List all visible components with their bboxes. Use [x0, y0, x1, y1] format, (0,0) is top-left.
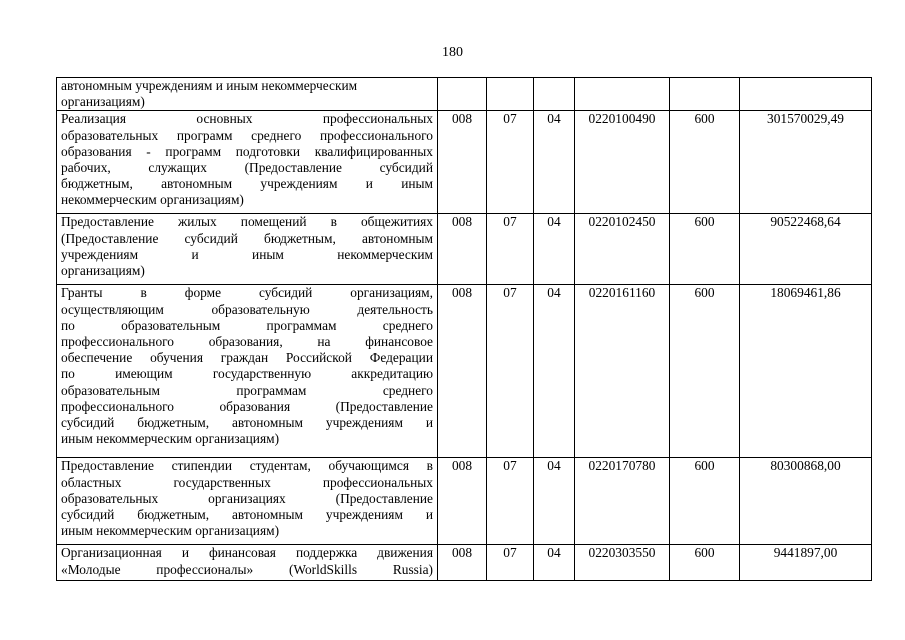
description-line: иным некоммерческим организациям) [61, 431, 280, 447]
description-line: Гранты в форме субсидий организациям, [61, 285, 433, 301]
ministry-code [438, 78, 487, 111]
subsection-code: 04 [534, 214, 575, 285]
expense-type-code: 600 [670, 214, 740, 285]
description-line: Предоставление жилых помещений в общежитиях [61, 214, 433, 230]
description-line: субсидий бюджетным, автономным учреждениям и [61, 415, 433, 431]
description-line: Реализация основных профессиональных [61, 111, 433, 127]
target-code: 0220102450 [575, 214, 670, 285]
description-line: организациям) [61, 263, 145, 279]
description-line: профессионального образования, на финансовое [61, 334, 433, 350]
ministry-code: 008 [438, 214, 487, 285]
description-line: бюджетным, автономным учреждениям и иным [61, 176, 433, 192]
target-code [575, 78, 670, 111]
row-description [57, 545, 438, 581]
section-code: 07 [487, 458, 534, 545]
table-row [57, 458, 872, 545]
description-line: по имеющим государственную аккредитацию [61, 366, 433, 382]
row-description [57, 214, 438, 285]
description-line: обеспечение обучения граждан Российской Федерации [61, 350, 433, 366]
table-row [57, 78, 872, 111]
row-description [57, 111, 438, 214]
amount: 90522468,64 [740, 214, 872, 285]
section-code: 07 [487, 285, 534, 458]
description-line: (Предоставление субсидий бюджетным, автономным [61, 230, 433, 246]
description-line: организациям) [61, 94, 145, 110]
description-line: по образовательным программам среднего [61, 317, 433, 333]
description-line: областных государственных профессиональных [61, 474, 433, 490]
amount: 301570029,49 [740, 111, 872, 214]
budget-table [56, 77, 872, 581]
section-code [487, 78, 534, 111]
amount [740, 78, 872, 111]
table-row [57, 214, 872, 285]
description-line: Предоставление стипендии студентам, обучающимся в [61, 458, 433, 474]
description-line: образовательных организациях (Предоставление [61, 490, 433, 506]
target-code: 0220161160 [575, 285, 670, 458]
subsection-code: 04 [534, 545, 575, 581]
page-number: 180 [442, 45, 463, 60]
description-line: автономным учреждениям и иным некоммерческим [61, 78, 358, 93]
ministry-code: 008 [438, 458, 487, 545]
amount: 80300868,00 [740, 458, 872, 545]
amount: 9441897,00 [740, 545, 872, 581]
row-description [57, 78, 438, 111]
table-row [57, 111, 872, 214]
description-line: иным некоммерческим организациям) [61, 523, 280, 539]
description-line: профессионального образования (Предоставление [61, 398, 433, 414]
target-code: 0220170780 [575, 458, 670, 545]
subsection-code: 04 [534, 111, 575, 214]
row-description [57, 458, 438, 545]
description-line: субсидий бюджетным, автономным учреждениям и [61, 507, 433, 523]
table-row [57, 285, 872, 458]
target-code: 0220100490 [575, 111, 670, 214]
table-row [57, 545, 872, 581]
subsection-code [534, 78, 575, 111]
section-code: 07 [487, 214, 534, 285]
expense-type-code: 600 [670, 545, 740, 581]
description-line: образовательных программ среднего профессионального [61, 127, 433, 143]
ministry-code: 008 [438, 111, 487, 214]
description-line: Организационная и финансовая поддержка движения [61, 545, 433, 561]
row-description [57, 285, 438, 458]
section-code: 07 [487, 111, 534, 214]
amount: 18069461,86 [740, 285, 872, 458]
section-code: 07 [487, 545, 534, 581]
ministry-code: 008 [438, 545, 487, 581]
expense-type-code: 600 [670, 285, 740, 458]
description-line: учреждениям и иным некоммерческим [61, 246, 433, 262]
subsection-code: 04 [534, 458, 575, 545]
target-code: 0220303550 [575, 545, 670, 581]
description-line: образовательным программам среднего [61, 382, 433, 398]
description-line: «Молодые профессионалы» (WorldSkills Russia) [61, 561, 433, 577]
expense-type-code: 600 [670, 111, 740, 214]
subsection-code: 04 [534, 285, 575, 458]
description-line: образования - программ подготовки квалифицированных [61, 143, 433, 159]
description-line: некоммерческим организациям) [61, 192, 244, 208]
expense-type-code: 600 [670, 458, 740, 545]
description-line: рабочих, служащих (Предоставление субсидий [61, 160, 433, 176]
expense-type-code [670, 78, 740, 111]
description-line: осуществляющим образовательную деятельность [61, 301, 433, 317]
ministry-code: 008 [438, 285, 487, 458]
